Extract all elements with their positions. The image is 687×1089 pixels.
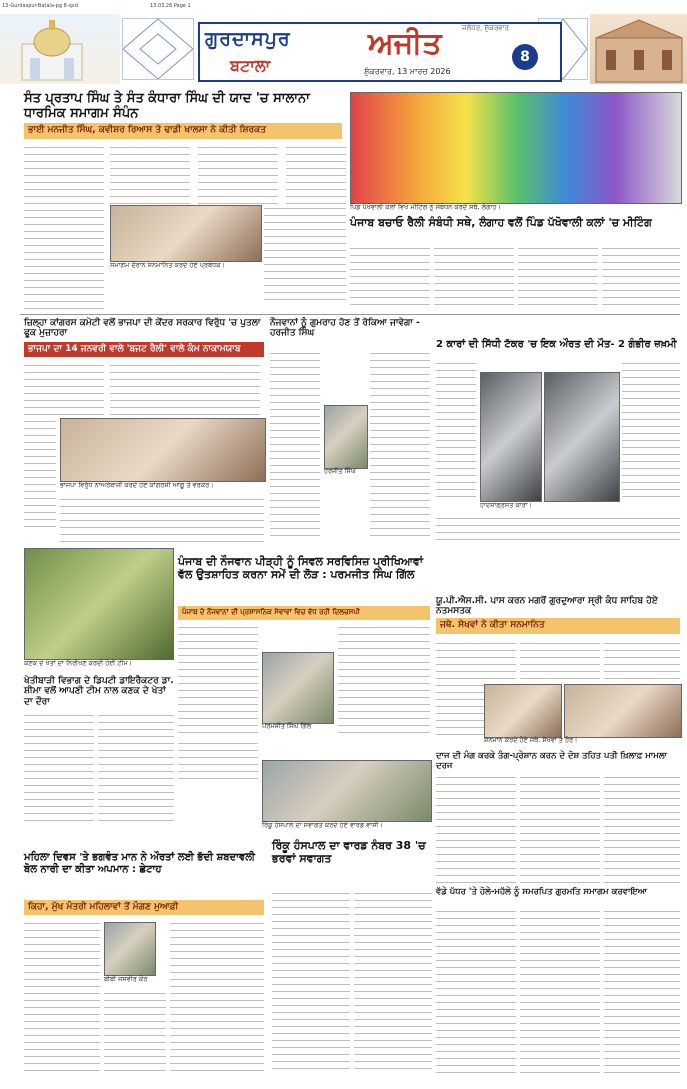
story-2-caption: ਪਿੰਡ ਪੱਖੋਵਾਲੀ ਕਲਾਂ ਵਿਖੇ ਮੀਟਿੰਗ ਨੂੰ ਸੰਬੋਧਨ ਕਰਦੇ ਸਥੇ, ਲੰਗਾਹ। — [350, 203, 501, 211]
story-6-caption: ਪਰਮਜੀਤ ਸਿੰਘ ਗਿੱਲ — [262, 722, 312, 730]
gurdwara-icon — [0, 14, 120, 84]
story-3-text-col-1 — [24, 362, 104, 416]
story-3-headline: ਜ਼ਿਲ੍ਹਾ ਕਾਂਗਰਸ ਕਮੇਟੀ ਵਲੋਂ ਭਾਜਪਾ ਦੀ ਕੇਂਦਰ ਸਰਕਾਰ ਵਿਰੁੱਧ 'ਚ ਪੁਤਲਾ ਫੂਕ ਮੁਜ਼ਾਹਰਾ — [24, 318, 261, 339]
story-8-headline: ਯੂ.ਪੀ.ਐਸ.ਸੀ. ਪਾਸ ਕਰਨ ਮਗਰੋਂ ਗੁਰਦੁਆਰਾ ਸ੍ਰੀ ਕੰਧ ਸਾਹਿਬ ਹੋਏ ਨਤਮਸਤਕ — [436, 596, 658, 617]
story-10-text-col-1 — [272, 890, 350, 1075]
story-8-subhead: ਜਥੇ. ਸੇਖਵਾਂ ਨੇ ਕੀਤਾ ਸਨਮਾਨਿਤ — [436, 618, 680, 634]
story-11-photo — [104, 922, 156, 976]
story-2-text-col-2 — [434, 245, 514, 310]
story-3-subhead: ਭਾਜਪਾ ਦਾ 14 ਜਨਵਰੀ ਵਾਲੇ 'ਬਜਟ ਰੈਲੀ' ਵਾਲੇ ਕੰਮ ਨਾਕਾਮਯਾਬ — [24, 342, 264, 357]
story-1-subhead: ਭਾਈ ਮਨਜੀਤ ਸਿੰਘ, ਕਵੀਸ਼ਰ ਰਿਆਸ ਤੇ ਢਾਡੀ ਖਾਲਸਾ ਨੇ ਕੀਤੀ ਸ਼ਿਰਕਤ — [24, 123, 342, 139]
story-5-caption: ਹਾਦਸਾਗ੍ਰਸਤ ਕਾਰਾਂ। — [480, 501, 532, 509]
print-slug-left: 13-Gurdaspur-Batala-pg 8-qxd — [2, 3, 78, 9]
story-5-text-col-3 — [436, 515, 680, 543]
masthead-pattern-left — [122, 18, 194, 80]
story-3-caption: ਭਾਜਪਾ ਵਿਰੁੱਧ ਨਾਅਰੇਬਾਜ਼ੀ ਕਰਦੇ ਹੋਏ ਕਾਂਗਰਸੀ ਆਗੂ ਤੇ ਵਰਕਰ। — [60, 481, 214, 489]
story-8-photo-1 — [484, 684, 562, 738]
story-1-photo — [110, 205, 262, 262]
story-9-text-col-2 — [520, 774, 600, 884]
story-8-caption: ਸਨਮਾਨ ਕਰਦੇ ਹੋਏ ਜਥੇ. ਸੇਖਵਾਂ ਤੇ ਹੋਰ। — [484, 736, 578, 744]
story-1-text-col-3 — [198, 144, 278, 204]
edition-place: ਜਲੰਧਰ, ਸ਼ੁੱਕਰਵਾਰ — [462, 24, 510, 32]
story-11-text-col-3 — [104, 990, 166, 1075]
newspaper-brand: ਅਜੀਤ — [368, 26, 442, 61]
story-5-photo-2 — [544, 372, 620, 502]
lattice-pattern-icon — [123, 19, 193, 79]
story-5-text-col-1 — [436, 360, 476, 502]
story-6-bar: ਪੰਜਾਬ ਦੇ ਨੌਜਵਾਨਾਂ ਦੀ ਪ੍ਰਸ਼ਾਸਨਿਕ ਸੇਵਾਵਾਂ ਵਿਚ ਵੱਧ ਰਹੀ ਦਿਲਚਸਪੀ — [178, 606, 430, 620]
story-10-text-top — [178, 740, 258, 780]
story-11-caption: ਬੀਬੀ ਜਸਵੀਰ ਕੌਰ — [104, 975, 148, 983]
story-12-text-col-3 — [604, 908, 680, 1075]
heritage-building-illustration — [590, 14, 687, 84]
story-10-caption: ਰਿੰਕੂ ਹੰਸਪਾਲ ਦਾ ਸਵਾਗਤ ਕਰਦੇ ਹੋਏ ਵਾਰਡ ਵਾਸੀ। — [262, 821, 383, 829]
edition-date: ਸ਼ੁੱਕਰਵਾਰ, 13 ਮਾਰਚ 2026 — [364, 67, 451, 76]
story-7-photo — [24, 548, 174, 660]
story-12-text-col-1 — [436, 908, 516, 1075]
story-4-headline: ਨੌਜਵਾਨਾਂ ਨੂੰ ਗੁਮਰਾਹ ਹੋਣ ਤੋਂ ਰੋਕਿਆ ਜਾਵੇਗਾ - ਹਰਜੀਤ ਸਿੰਘ — [270, 318, 420, 339]
building-icon — [590, 14, 687, 84]
story-1-text-col-2 — [110, 144, 190, 204]
story-6-photo — [262, 652, 334, 724]
story-6-text-col-1 — [178, 624, 258, 734]
story-5-headline: 2 ਕਾਰਾਂ ਦੀ ਸਿੱਧੀ ਟੱਕਰ 'ਚ ਇਕ ਔਰਤ ਦੀ ਮੌਤ- 2 ਗੰਭੀਰ ਜ਼ਖ਼ਮੀ — [436, 339, 677, 350]
story-3-text-col-4 — [60, 496, 264, 544]
story-8-photo-2 — [564, 684, 682, 738]
story-2-text-col-1 — [350, 245, 430, 310]
story-1-text-col-5 — [264, 205, 346, 305]
story-3-text-col-3 — [24, 418, 56, 528]
edition-city: ਗੁਰਦਾਸਪੁਰ — [205, 28, 291, 50]
gurdwara-illustration — [0, 14, 120, 84]
story-10-headline: ਰਿੰਕੂ ਹੰਸਪਾਲ ਦਾ ਵਾਰਡ ਨੰਬਰ 38 'ਚ ਭਰਵਾਂ ਸਵਾਗਤ — [272, 839, 426, 865]
story-7-caption: ਕਣਕ ਦੇ ਖੇਤਾਂ ਦਾ ਨਿਰੀਖਣ ਕਰਦੀ ਹੋਈ ਟੀਮ। — [24, 659, 133, 667]
story-2-text-col-3 — [518, 245, 598, 310]
story-10-text-col-2 — [354, 890, 432, 1075]
story-2-photo — [350, 92, 682, 204]
story-6-headline: ਪੰਜਾਬ ਦੀ ਨੌਜਵਾਨ ਪੀੜ੍ਹੀ ਨੂੰ ਸਿਵਲ ਸਰਵਿਸਿਜ਼ ਪ੍ਰੀਖਿਆਵਾਂ ਵੱਲ ਉਤਸ਼ਾਹਿਤ ਕਰਨਾ ਸਮੇਂ ਦੀ ਲੋੜ : ਪਰਮਜੀਤ ਸਿੰਘ ਗਿੱਲ — [178, 555, 423, 581]
story-12-headline: ਵੱਡੇ ਪੱਧਰ 'ਤੇ ਹੋਲੇ-ਮਹੱਲੇ ਨੂੰ ਸਮਰਪਿਤ ਗੁਰਮਤਿ ਸਮਾਗਮ ਕਰਵਾਇਆ — [436, 887, 648, 897]
story-7-text-col-1 — [24, 712, 94, 822]
story-9-text-col-3 — [604, 774, 680, 884]
story-4-text-col-2 — [370, 350, 430, 540]
story-11-text-col-2 — [170, 920, 264, 1075]
story-12-text-col-2 — [520, 908, 600, 1075]
story-2-headline: ਪੰਜਾਬ ਬਚਾਓ ਰੈਲੀ ਸੰਬੰਧੀ ਸਥੇ, ਲੰਗਾਹ ਵਲੋਂ ਪਿੰਡ ਪੱਖੋਵਾਲੀ ਕਲਾਂ 'ਚ ਮੀਟਿੰਗ — [350, 216, 652, 229]
print-slug — [0, 0, 687, 15]
story-1-headline: ਸੰਤ ਪ੍ਰਤਾਪ ਸਿੰਘ ਤੇ ਸੰਤ ਕੰਧਾਰਾ ਸਿੰਘ ਦੀ ਯਾਦ 'ਚ ਸਾਲਾਨਾ ਧਾਰਮਿਕ ਸਮਾਗਮ ਸੰਪੰਨ — [24, 91, 310, 121]
story-1-caption: ਸਮਾਗਮ ਦੌਰਾਨ ਸਨਮਾਨਿਤ ਕਰਦੇ ਹੋਏ ਪ੍ਰਬੰਧਕ। — [110, 261, 225, 269]
story-3-photo — [60, 418, 266, 482]
story-4-photo — [324, 405, 368, 469]
print-slug-right: 13.03.26 Page 1 — [150, 3, 191, 9]
story-5-text-col-2 — [622, 360, 680, 502]
story-7-text-col-2 — [98, 712, 174, 822]
story-9-headline: ਦਾਜ ਦੀ ਮੰਗ ਕਰਕੇ ਤੰਗ-ਪ੍ਰੇਸ਼ਾਨ ਕਰਨ ਦੇ ਦੋਸ਼ ਤਹਿਤ ਪਤੀ ਖ਼ਿਲਾਫ਼ ਮਾਮਲਾ ਦਰਜ — [436, 751, 668, 771]
story-4-caption: ਹਰਜੀਤ ਸਿੰਘ — [324, 467, 356, 475]
edition-city-2: ਬਟਾਲਾ — [230, 56, 271, 75]
section-divider — [20, 314, 680, 315]
story-10-photo — [262, 760, 432, 822]
story-11-headline: ਮਹਿਲਾ ਦਿਵਸ 'ਤੇ ਭਗਵੰਤ ਮਾਨ ਨੇ ਔਰਤਾਂ ਲਈ ਭੱਦੀ ਸ਼ਬਦਾਵਲੀ ਬੋਲ ਨਾਰੀ ਦਾ ਕੀਤਾ ਅਪਮਾਨ : ਛੇਟਾਹ — [24, 852, 256, 875]
story-9-text-col-1 — [436, 774, 516, 884]
story-8-text-col-3 — [604, 640, 680, 680]
story-4-text-col-1 — [270, 350, 320, 540]
story-2-text-col-4 — [602, 245, 680, 310]
story-7-headline: ਖੇਤੀਬਾੜੀ ਵਿਭਾਗ ਦੇ ਡਿਪਟੀ ਡਾਇਰੈਕਟਰ ਡਾ. ਸ਼ੀਮਾ ਵਲੋਂ ਆਪਣੀ ਟੀਮ ਨਾਲ ਕਣਕ ਦੇ ਖੇਤਾਂ ਦਾ ਦੌਰਾ — [24, 676, 174, 707]
story-5-photo-1 — [480, 372, 542, 502]
story-1-text-col-1 — [24, 144, 104, 310]
story-11-text-col-1 — [24, 920, 100, 1075]
story-11-bar: ਕਿਹਾ, ਮੁੱਖ ਮੰਤਰੀ ਮਹਿਲਾਵਾਂ ਤੋਂ ਮੰਗਣ ਮੁਆਫ਼ੀ — [24, 900, 264, 915]
page-number: 8 — [512, 44, 538, 70]
story-3-text-col-2 — [110, 362, 260, 416]
story-1-text-col-4 — [286, 144, 346, 204]
story-6-text-col-2 — [338, 624, 430, 734]
story-8-text-col-2 — [520, 640, 600, 680]
